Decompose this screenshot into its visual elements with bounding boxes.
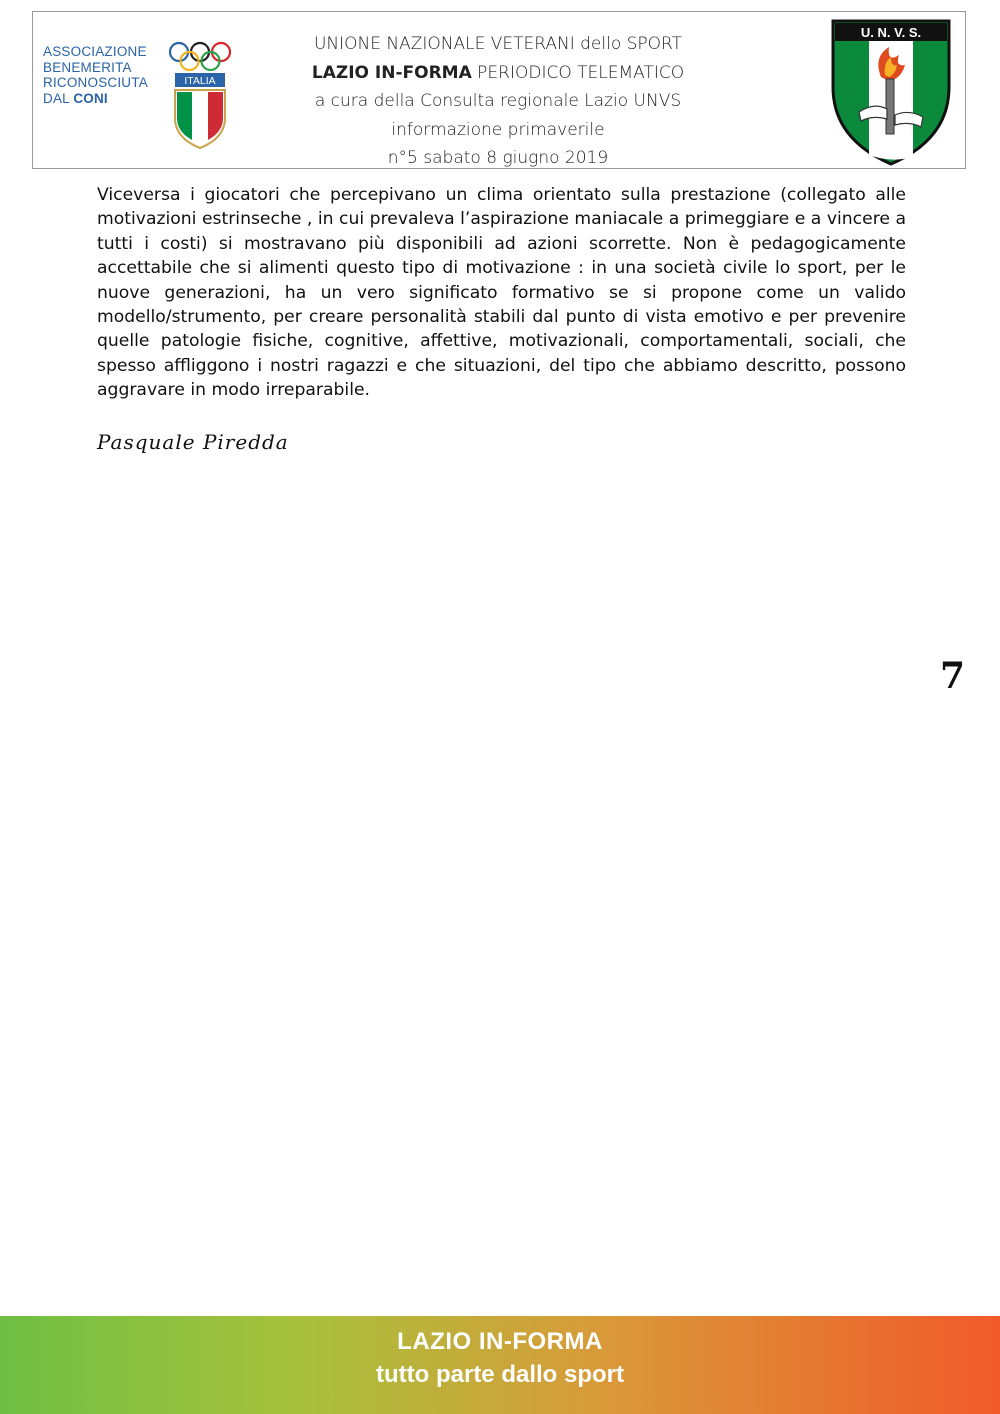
unvs-shield-logo-icon	[829, 17, 953, 167]
issue-line: n°5 sabato 8 giugno 2019	[387, 148, 609, 168]
coni-line-3: RICONOSCIUTA	[43, 75, 148, 90]
footer-banner	[0, 1316, 1000, 1414]
svg-text:U. N. V. S.: U. N. V. S.	[860, 25, 922, 40]
footer-motto: tutto parte dallo sport	[376, 1361, 624, 1388]
coni-logo-text	[43, 44, 178, 106]
coni-line-1: ASSOCIAZIONE	[43, 44, 147, 59]
coni-line-4: DAL CONI	[43, 90, 108, 106]
masthead-line-1: UNIONE NAZIONALE VETERANI dello SPORT	[313, 34, 683, 54]
masthead-line-3: a cura della Consulta regionale Lazio UNVS	[314, 91, 682, 111]
masthead-line-2: LAZIO IN-FORMA PERIODICO TELEMATICO	[311, 62, 685, 83]
author-signature: Pasquale Piredda	[97, 430, 289, 454]
footer-title: LAZIO IN-FORMA	[397, 1328, 603, 1355]
svg-text:ITALIA: ITALIA	[184, 75, 216, 87]
masthead	[32, 11, 966, 169]
page-number: 7	[939, 655, 965, 697]
masthead-text	[243, 30, 753, 173]
coni-line-2: BENEMERITA	[43, 59, 132, 75]
olympic-rings-shield-icon	[167, 40, 233, 150]
masthead-line-4: informazione primaverile	[391, 119, 605, 140]
article-body: Viceversa i giocatori che percepivano un clima orientato sulla prestazione (collegato alle motivazioni estrinseche , in cui prevaleva l’aspirazione maniacale a primeggiare e a vincere a tutti i costi) si mostravano più disponibili ad azioni scorrette. Non è pedagogicamente accettabile che si alimenti questo tipo di motivazione : in una società civile lo sport, per le nuove generazioni, ha un vero significato formativo se si propone come un valido modello/strumento, per creare personalità stabili dal punto di vista emotivo e per prevenire quelle patologie fisiche, cognitive, affettive, motivazionali, comportamentali, sociali, che spesso affliggono i nostri ragazzi e che situazioni, del tipo che abbiamo descritto, possono aggravare in modo irreparabile.	[97, 185, 906, 401]
coni-logo	[43, 40, 233, 150]
